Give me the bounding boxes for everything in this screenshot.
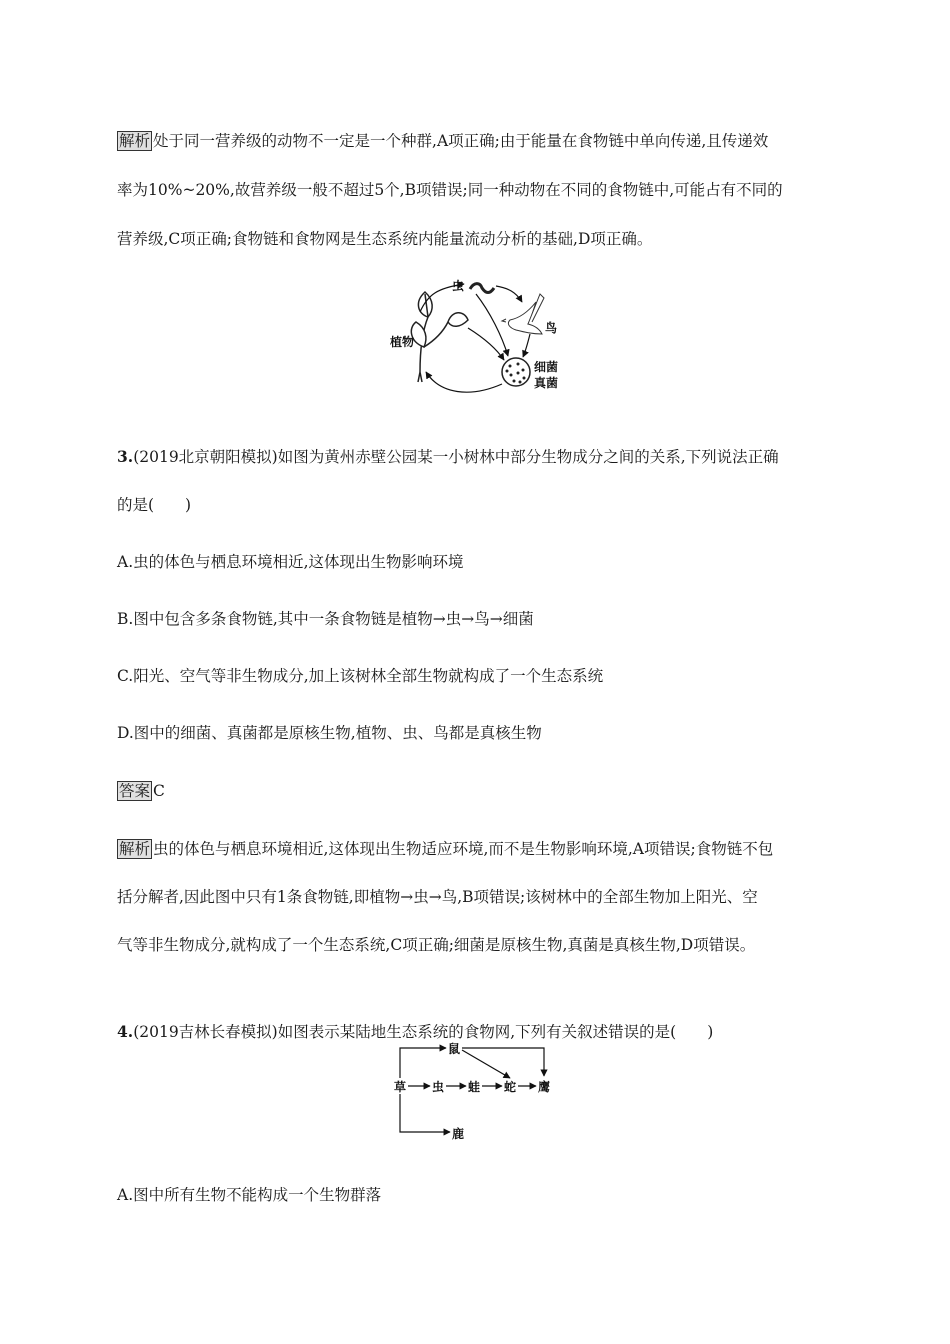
- analysis-tag: 解析: [119, 840, 151, 858]
- q3-option-d: D.图中的细菌、真菌都是原核生物,植物、虫、鸟都是真核生物: [117, 724, 542, 742]
- node-mouse: 鼠: [448, 1042, 461, 1056]
- ecosystem-figure: [380, 272, 575, 400]
- q2-analysis-line-2: 率为10%~20%,故营养级一般不超过5个,B项错误;同一种动物在不同的食物链中,可能占有不同的: [117, 181, 783, 199]
- node-snake: 蛇: [504, 1080, 517, 1094]
- node-grass: 草: [394, 1080, 407, 1094]
- node-frog: 蛙: [468, 1080, 481, 1094]
- insect-label: 虫: [452, 279, 465, 293]
- q3-analysis-line-1: [117, 838, 773, 860]
- food-web-figure: [388, 1040, 558, 1144]
- q3-analysis-line-3: 气等非生物成分,就构成了一个生态系统,C项正确;细菌是原核生物,真菌是真核生物,D项错误。: [117, 936, 756, 954]
- q4-stem-text: (2019吉林长春模拟)如图表示某陆地生态系统的食物网,下列有关叙述错误的是( ): [133, 1023, 714, 1041]
- insect-illustration: [470, 284, 494, 293]
- node-hawk: 鹰: [538, 1080, 551, 1094]
- bird-illustration: [502, 294, 544, 334]
- node-deer: 鹿: [452, 1127, 465, 1141]
- bird-label: 鸟: [545, 321, 558, 335]
- analysis-tag: 解析: [119, 132, 151, 150]
- q3-stem-line-1: [117, 446, 779, 468]
- q3-analysis-line-2: 括分解者,因此图中只有1条食物链,即植物→虫→鸟,B项错误;该树林中的全部生物加上阳光、空: [117, 888, 758, 906]
- q3-answer: [117, 780, 165, 802]
- q3-stem-line-2: 的是( ): [117, 496, 192, 514]
- q4-number: 4.: [117, 1022, 134, 1041]
- plant-illustration: [411, 292, 468, 382]
- fungi-label: 真菌: [534, 376, 559, 390]
- bacteria-label: 细菌: [534, 360, 559, 374]
- q3-number: 3.: [117, 447, 134, 466]
- node-insect: 虫: [432, 1080, 445, 1094]
- q2-analysis-line-3: 营养级,C项正确;食物链和食物网是生态系统内能量流动分析的基础,D项正确。: [117, 230, 653, 248]
- q2-analysis-line-1: [117, 130, 768, 152]
- q3-option-c: C.阳光、空气等非生物成分,加上该树林全部生物就构成了一个生态系统: [117, 667, 604, 685]
- plant-label: 植物: [390, 335, 415, 349]
- answer-tag: 答案: [119, 782, 151, 800]
- q3-answer-value: C: [153, 782, 165, 800]
- q4-option-a: A.图中所有生物不能构成一个生物群落: [117, 1186, 382, 1204]
- q2-analysis-text-1: 处于同一营养级的动物不一定是一个种群,A项正确;由于能量在食物链中单向传递,且传递效: [153, 132, 769, 150]
- q3-option-a: A.虫的体色与栖息环境相近,这体现出生物影响环境: [117, 553, 464, 571]
- q3-analysis-text-1: 虫的体色与栖息环境相近,这体现出生物适应环境,而不是生物影响环境,A项错误;食物链不包: [153, 840, 774, 858]
- q3-option-b: B.图中包含多条食物链,其中一条食物链是植物→虫→鸟→细菌: [117, 610, 534, 628]
- q3-stem-text-1: (2019北京朝阳模拟)如图为黄州赤壁公园某一小树林中部分生物成分之间的关系,下列说法正确: [133, 448, 779, 466]
